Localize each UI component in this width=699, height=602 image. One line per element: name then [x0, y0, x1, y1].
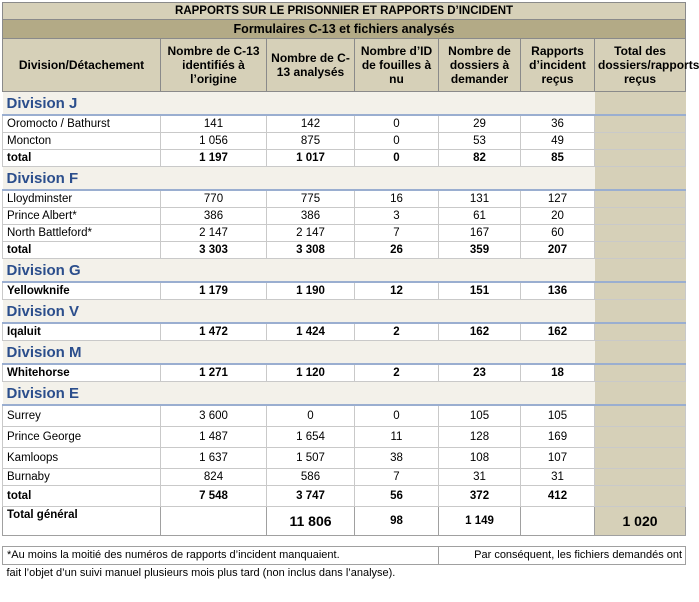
row-value: 1 197 [161, 150, 267, 167]
row-value: 770 [161, 190, 267, 208]
row-value: 36 [521, 115, 595, 133]
total-received-cell [595, 150, 686, 167]
row-label: Prince Albert* [3, 208, 161, 225]
row-value: 7 [355, 469, 439, 486]
row-value: 56 [355, 486, 439, 507]
row-value: 1 190 [267, 282, 355, 300]
footnote-text-b: Par conséquent, les fichiers demandés ont [439, 547, 686, 565]
total-received-cell [595, 300, 686, 324]
table-row [3, 208, 686, 225]
table-subtitle: Formulaires C-13 et fichiers analysés [3, 20, 686, 39]
table-row [3, 427, 686, 448]
division-name: Division G [3, 259, 595, 283]
row-label: Moncton [3, 133, 161, 150]
row-label: total [3, 150, 161, 167]
table-row [3, 323, 686, 341]
row-value: 2 147 [267, 225, 355, 242]
grand-total-value [161, 507, 267, 536]
footnote-row [3, 547, 686, 565]
row-value: 1 179 [161, 282, 267, 300]
total-received-cell [595, 92, 686, 116]
total-received-cell [595, 115, 686, 133]
row-label: North Battleford* [3, 225, 161, 242]
total-received-cell [595, 427, 686, 448]
row-value: 2 [355, 364, 439, 382]
row-value: 372 [439, 486, 521, 507]
column-header-total-received: Total des dossiers/rapports reçus [595, 39, 686, 92]
row-value: 141 [161, 115, 267, 133]
row-value: 386 [161, 208, 267, 225]
division-name: Division M [3, 341, 595, 365]
row-value: 3 747 [267, 486, 355, 507]
row-value: 3 308 [267, 242, 355, 259]
grand-total-received: 1 020 [595, 507, 686, 536]
total-received-cell [595, 242, 686, 259]
row-value: 412 [521, 486, 595, 507]
column-header-strip-search-ids: Nombre d’ID de fouilles à nu [355, 39, 439, 92]
grand-total-value: 1 149 [439, 507, 521, 536]
row-value: 0 [355, 133, 439, 150]
row-value: 775 [267, 190, 355, 208]
row-value: 142 [267, 115, 355, 133]
table-row [3, 364, 686, 382]
row-value: 31 [439, 469, 521, 486]
row-value: 2 [355, 323, 439, 341]
footnote-text-c: fait l’objet d’un suivi manuel plusieurs mois plus tard (non inclus dans l’analyse). [6, 567, 396, 579]
column-header-division: Division/Détachement [3, 39, 161, 92]
row-value: 3 600 [161, 405, 267, 427]
row-value: 85 [521, 150, 595, 167]
total-received-cell [595, 405, 686, 427]
row-value: 2 147 [161, 225, 267, 242]
row-value: 12 [355, 282, 439, 300]
division-header-row [3, 259, 686, 283]
total-received-cell [595, 225, 686, 242]
row-label: Prince George [3, 427, 161, 448]
row-label: Lloydminster [3, 190, 161, 208]
spacer-row [3, 536, 686, 547]
division-header-row [3, 341, 686, 365]
table-row [3, 150, 686, 167]
row-value: 16 [355, 190, 439, 208]
row-value: 31 [521, 469, 595, 486]
report-table-container [2, 2, 699, 582]
row-value: 38 [355, 448, 439, 469]
footnote-row [3, 565, 686, 583]
row-value: 207 [521, 242, 595, 259]
total-received-cell [595, 167, 686, 191]
row-value: 128 [439, 427, 521, 448]
row-value: 875 [267, 133, 355, 150]
row-value: 7 [355, 225, 439, 242]
row-value: 359 [439, 242, 521, 259]
total-received-cell [595, 448, 686, 469]
row-value: 136 [521, 282, 595, 300]
row-value: 0 [355, 405, 439, 427]
table-title: RAPPORTS SUR LE PRISONNIER ET RAPPORTS D’INCIDENT [3, 3, 686, 20]
row-value: 3 303 [161, 242, 267, 259]
total-received-cell [595, 133, 686, 150]
row-value: 7 548 [161, 486, 267, 507]
row-value: 0 [355, 150, 439, 167]
table-row [3, 133, 686, 150]
division-header-row [3, 167, 686, 191]
row-value: 1 424 [267, 323, 355, 341]
division-header-row [3, 382, 686, 406]
row-value: 26 [355, 242, 439, 259]
row-value: 1 487 [161, 427, 267, 448]
row-value: 131 [439, 190, 521, 208]
row-value: 1 637 [161, 448, 267, 469]
total-received-cell [595, 486, 686, 507]
division-name: Division J [3, 92, 595, 116]
row-value: 1 017 [267, 150, 355, 167]
row-value: 169 [521, 427, 595, 448]
row-value: 167 [439, 225, 521, 242]
grand-total-label: Total général [3, 507, 161, 536]
column-header-c13-analyzed: Nombre de C-13 analysés [267, 39, 355, 92]
row-value: 107 [521, 448, 595, 469]
division-header-row [3, 92, 686, 116]
total-received-cell [595, 190, 686, 208]
spacer-cell [3, 536, 686, 547]
row-value: 53 [439, 133, 521, 150]
row-value: 60 [521, 225, 595, 242]
column-header-row [3, 39, 686, 92]
row-label: total [3, 242, 161, 259]
row-value: 1 271 [161, 364, 267, 382]
division-header-row [3, 300, 686, 324]
table-row [3, 486, 686, 507]
row-value: 824 [161, 469, 267, 486]
row-value: 162 [439, 323, 521, 341]
row-value: 1 120 [267, 364, 355, 382]
row-value: 0 [355, 115, 439, 133]
division-name: Division F [3, 167, 595, 191]
row-label: Yellowknife [3, 282, 161, 300]
row-label: Kamloops [3, 448, 161, 469]
row-value: 29 [439, 115, 521, 133]
row-label: Whitehorse [3, 364, 161, 382]
total-received-cell [595, 259, 686, 283]
division-name: Division V [3, 300, 595, 324]
table-row [3, 190, 686, 208]
total-received-cell [595, 323, 686, 341]
table-row [3, 405, 686, 427]
grand-total-value: 98 [355, 507, 439, 536]
grand-total-row [3, 507, 686, 536]
table-row [3, 225, 686, 242]
row-value: 386 [267, 208, 355, 225]
report-table [2, 2, 699, 582]
division-name: Division E [3, 382, 595, 406]
row-value: 1 472 [161, 323, 267, 341]
row-label: Oromocto / Bathurst [3, 115, 161, 133]
row-label: total [3, 486, 161, 507]
row-value: 23 [439, 364, 521, 382]
table-row [3, 469, 686, 486]
row-value: 151 [439, 282, 521, 300]
row-value: 1 654 [267, 427, 355, 448]
row-label: Burnaby [3, 469, 161, 486]
total-received-cell [595, 469, 686, 486]
row-value: 18 [521, 364, 595, 382]
row-value: 105 [521, 405, 595, 427]
row-value: 127 [521, 190, 595, 208]
grand-total-value [521, 507, 595, 536]
total-received-cell [595, 382, 686, 406]
row-value: 61 [439, 208, 521, 225]
row-value: 49 [521, 133, 595, 150]
table-row [3, 282, 686, 300]
total-received-cell [595, 341, 686, 365]
row-value: 586 [267, 469, 355, 486]
row-value: 11 [355, 427, 439, 448]
row-value: 1 507 [267, 448, 355, 469]
total-received-cell [595, 364, 686, 382]
row-value: 162 [521, 323, 595, 341]
row-value: 108 [439, 448, 521, 469]
row-value: 3 [355, 208, 439, 225]
total-received-cell [595, 282, 686, 300]
row-label: Iqaluit [3, 323, 161, 341]
row-value: 20 [521, 208, 595, 225]
row-value: 1 056 [161, 133, 267, 150]
total-received-cell [595, 208, 686, 225]
row-label: Surrey [3, 405, 161, 427]
column-header-incident-reports: Rapports d’incident reçus [521, 39, 595, 92]
column-header-files-requested: Nombre de dossiers à demander [439, 39, 521, 92]
table-row [3, 448, 686, 469]
grand-total-value: 11 806 [267, 507, 355, 536]
row-value: 0 [267, 405, 355, 427]
table-row [3, 115, 686, 133]
column-header-c13-identified: Nombre de C-13 identifiés à l’origine [161, 39, 267, 92]
row-value: 82 [439, 150, 521, 167]
footnote-text-a: *Au moins la moitié des numéros de rapports d’incident manquaient. [3, 547, 439, 565]
row-value: 105 [439, 405, 521, 427]
table-row [3, 242, 686, 259]
